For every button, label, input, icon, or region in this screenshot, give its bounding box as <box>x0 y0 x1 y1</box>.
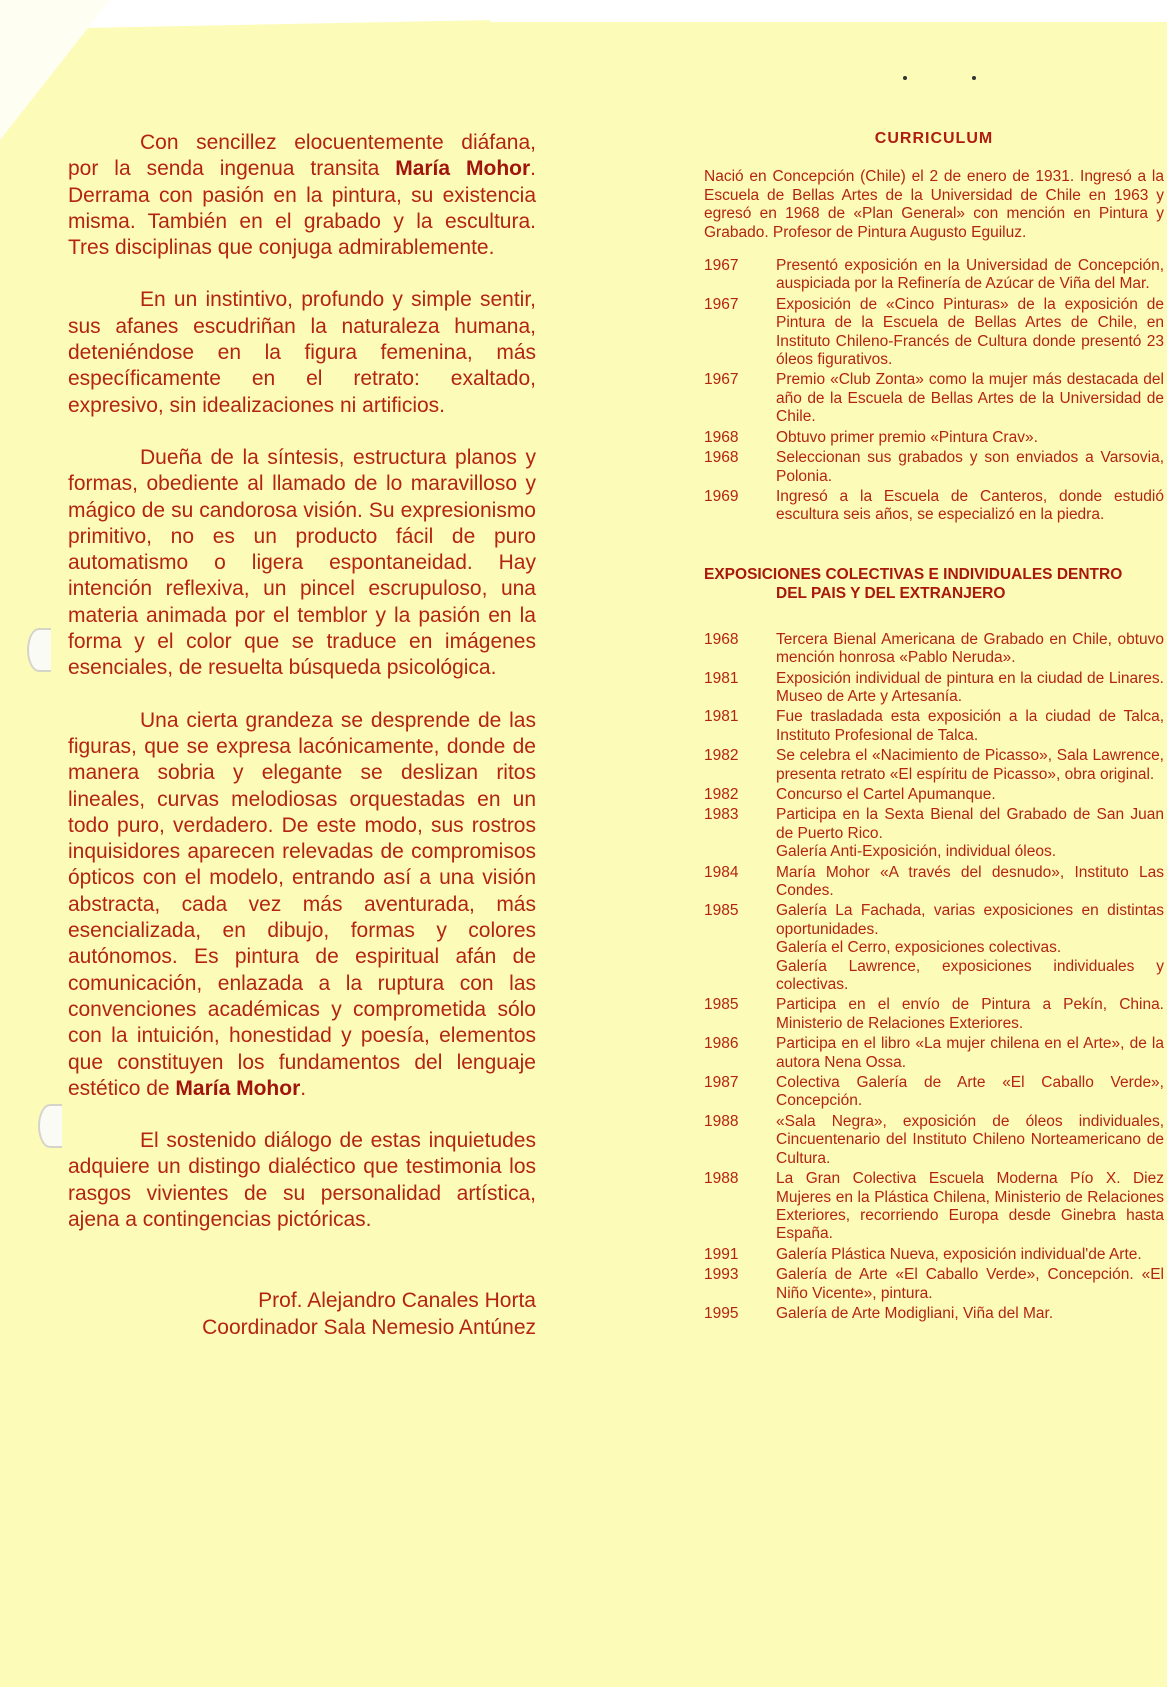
entry-line: Premio «Club Zonta» como la mujer más destacada del año de la Escuela de Bellas Artes de la Universidad de Chile. <box>776 371 1164 426</box>
timeline-entry <box>704 449 1164 486</box>
entry-year: 1982 <box>704 747 739 765</box>
curriculum-entries <box>704 257 1164 525</box>
entry-line: Galería Lawrence, exposiciones individuales y colectivas. <box>776 957 1164 994</box>
entry-line: Exposición individual de pintura en la ciudad de Linares. Museo de Arte y Artesanía. <box>776 669 1164 705</box>
entry-description <box>776 1170 1164 1244</box>
entry-line: Colectiva Galería de Arte «El Caballo Verde», Concepción. <box>776 1074 1164 1110</box>
entry-description <box>776 786 1164 804</box>
entry-year: 1968 <box>704 449 739 467</box>
entry-line: Ingresó a la Escuela de Canteros, donde estudió escultura seis años, se especializó en la piedra. <box>776 487 1164 524</box>
entry-description <box>776 1266 1164 1303</box>
entry-description <box>776 449 1164 486</box>
timeline-entry <box>704 996 1164 1033</box>
paragraph-text: . <box>300 1076 307 1100</box>
entry-line: Presentó exposición en la Universidad de Concepción, auspiciada por la Refinería de Azúcar de Viña del Mar. <box>776 257 1164 293</box>
paragraph-text: Con sencillez elocuentemente diáfana, por la senda ingenua transita <box>68 131 536 181</box>
entry-description <box>776 1074 1164 1111</box>
timeline-entry <box>704 1074 1164 1111</box>
entry-year: 1968 <box>704 428 739 446</box>
timeline-entry <box>704 296 1164 370</box>
paragraph-text: Dueña de la síntesis, estructura planos y formas, obediente al llamado de lo maravilloso y mágico de su candorosa visión. Su expresionismo primitivo, no es un producto fácil de puro automatismo o ligera espontaneidad. Hay intención reflexiva, un pincel escrupuloso, una materia animada por el temblor y la pasión en la forma y el color que se traduce en imágenes esenciales, de resuelta búsqueda psicológica. <box>68 445 536 680</box>
signature-block <box>68 1287 536 1341</box>
entry-description <box>776 257 1164 294</box>
entry-line: Seleccionan sus grabados y son enviados a Varsovia, Polonia. <box>776 449 1164 485</box>
entry-year: 1967 <box>704 257 739 275</box>
timeline-entry <box>704 747 1164 784</box>
entry-line: Galería Anti-Exposición, individual óleos. <box>776 843 1057 861</box>
artist-name: María Mohor <box>175 1076 301 1100</box>
timeline-entry <box>704 371 1164 426</box>
background-strip <box>490 0 1167 22</box>
entry-description <box>776 806 1164 861</box>
timeline-entry <box>704 257 1164 294</box>
signature-title: Coordinador Sala Nemesio Antúnez <box>202 1316 536 1340</box>
curriculum-column <box>704 130 1164 1325</box>
entry-line: Se celebra el «Nacimiento de Picasso», Sala Lawrence, presenta retrato «El espíritu de Picasso», obra original. <box>776 747 1164 783</box>
paragraph-text: Una cierta grandeza se desprende de las figuras, que se expresa lacónicamente, donde de manera sobria y elegante se deslizan ritos lineales, curvas melodiosas orquestadas en un todo puro, verdadero. De este modo, sus rostros inquisidores aparecen relevadas de compromisos ópticos con el modelo, entrando así a una visión abstracta, cada vez más aventurada, más esencializada, en dibujo, formas y colores autónomos. Es pintura de espiritual afán de comunicación, enlazada a la ruptura con las convenciones académicas y comprometida sólo con la intuición, honestidad y poesía, elementos que constituyen los fundamentos del lenguaje estético de <box>68 708 536 1100</box>
artist-name: María Mohor <box>395 157 531 181</box>
speck-mark <box>903 76 907 80</box>
timeline-entry <box>704 806 1164 861</box>
timeline-entry <box>704 670 1164 707</box>
entry-description <box>776 902 1164 994</box>
entry-year: 1967 <box>704 295 739 313</box>
entry-year: 1983 <box>704 806 739 824</box>
punch-hole-bottom <box>38 1104 62 1148</box>
curriculum-intro: Nació en Concepción (Chile) el 2 de enero de 1931. Ingresó a la Escuela de Bellas Artes de la Universidad de Chile en 1963 y egresó en 1968 de «Plan General» con mención en Pintura y Grabado. Profesor de Pintura Augusto Eguiluz. <box>704 168 1164 241</box>
entry-description <box>776 996 1164 1033</box>
speck-mark <box>972 76 976 80</box>
essay-paragraphs <box>68 130 536 1233</box>
folded-corner <box>0 0 110 140</box>
exhibitions-heading-line2: DEL PAIS Y DEL EXTRANJERO <box>776 584 1006 602</box>
entry-line: Participa en la Sexta Bienal del Grabado de San Juan de Puerto Rico. <box>776 806 1164 842</box>
entry-description <box>776 1305 1164 1323</box>
timeline-entry <box>704 1305 1164 1323</box>
paragraph-text: . Derrama con pasión en la pintura, su existencia misma. También en el grabado y la escultura. Tres disciplinas que conjuga admirablemente. <box>68 157 536 260</box>
essay-paragraph <box>68 708 536 1102</box>
essay-paragraph <box>68 1128 536 1233</box>
timeline-entry <box>704 1113 1164 1168</box>
timeline-entry <box>704 1170 1164 1244</box>
essay-column <box>68 130 536 1341</box>
entry-line: Obtuvo primer premio «Pintura Crav». <box>776 428 1038 446</box>
paragraph-text: En un instintivo, profundo y simple sentir, sus afanes escudriñan la naturaleza humana, deteniéndose en la figura femenina, más específicamente en el retrato: exaltado, expresivo, sin idealizaciones ni artificios. <box>68 288 536 417</box>
entry-year: 1967 <box>704 371 739 389</box>
punch-hole-top <box>27 628 51 672</box>
entry-year: 1991 <box>704 1245 739 1263</box>
timeline-entry <box>704 631 1164 668</box>
entry-year: 1987 <box>704 1074 739 1092</box>
timeline-entry <box>704 488 1164 525</box>
entry-description <box>776 371 1164 426</box>
essay-paragraph <box>68 287 536 418</box>
entry-year: 1988 <box>704 1112 739 1130</box>
timeline-entry <box>704 902 1164 994</box>
timeline-entry <box>704 786 1164 804</box>
entry-line: Galería de Arte Modigliani, Viña del Mar. <box>776 1304 1054 1322</box>
entry-description <box>776 708 1164 745</box>
exhibitions-heading-line1: EXPOSICIONES COLECTIVAS E INDIVIDUALES DENTRO <box>704 565 1123 583</box>
entry-line: Galería La Fachada, varias exposiciones en distintas oportunidades. <box>776 902 1164 938</box>
entry-line: Participa en el envío de Pintura a Pekín, China. Ministerio de Relaciones Exteriores. <box>776 996 1164 1032</box>
entry-year: 1982 <box>704 785 739 803</box>
exhibition-entries <box>704 631 1164 1324</box>
entry-description <box>776 670 1164 707</box>
entry-year: 1993 <box>704 1266 739 1284</box>
entry-description <box>776 1035 1164 1072</box>
entry-year: 1969 <box>704 487 739 505</box>
entry-line: Participa en el libro «La mujer chilena en el Arte», de la autora Nena Ossa. <box>776 1035 1164 1071</box>
entry-line: Exposición de «Cinco Pinturas» de la exposición de Pintura de la Escuela de Bellas Artes de Chile, en Instituto Chileno-Francés de Cultura donde presentó 23 óleos figurativos. <box>776 295 1164 369</box>
entry-line: Galería Plástica Nueva, exposición individual'de Arte. <box>776 1245 1142 1263</box>
entry-line: Concurso el Cartel Apumanque. <box>776 785 996 803</box>
timeline-entry <box>704 1246 1164 1264</box>
entry-year: 1968 <box>704 630 739 648</box>
entry-line: Galería el Cerro, exposiciones colectivas. <box>776 939 1062 957</box>
curriculum-heading: CURRICULUM <box>874 130 994 147</box>
entry-description <box>776 488 1164 525</box>
entry-description <box>776 429 1164 447</box>
entry-year: 1981 <box>704 669 739 687</box>
entry-description <box>776 631 1164 668</box>
entry-description <box>776 1246 1164 1264</box>
entry-description <box>776 1113 1164 1168</box>
entry-year: 1995 <box>704 1304 739 1322</box>
entry-description <box>776 747 1164 784</box>
entry-line: «Sala Negra», exposición de óleos individuales, Cincuentenario del Instituto Chileno Norteamericano de Cultura. <box>776 1112 1164 1167</box>
entry-line: Fue trasladada esta exposición a la ciudad de Talca, Instituto Profesional de Talca. <box>776 708 1164 744</box>
timeline-entry <box>704 1035 1164 1072</box>
timeline-entry <box>704 864 1164 901</box>
entry-year: 1984 <box>704 863 739 881</box>
entry-year: 1986 <box>704 1035 739 1053</box>
timeline-entry <box>704 708 1164 745</box>
essay-paragraph <box>68 445 536 682</box>
entry-description <box>776 296 1164 370</box>
exhibitions-heading <box>704 565 1164 603</box>
entry-line: María Mohor «A través del desnudo», Instituto Las Condes. <box>776 863 1164 899</box>
entry-description <box>776 864 1164 901</box>
essay-paragraph <box>68 130 536 261</box>
timeline-entry <box>704 429 1164 447</box>
timeline-entry <box>704 1266 1164 1303</box>
entry-year: 1988 <box>704 1170 739 1188</box>
entry-line: La Gran Colectiva Escuela Moderna Pío X. Diez Mujeres en la Plástica Chilena, Ministerio de Relaciones Exteriores, recorriendo Europa desde Ginebra hasta España. <box>776 1170 1164 1243</box>
paragraph-text: El sostenido diálogo de estas inquietudes adquiere un distingo dialéctico que testimonia los rasgos vivientes de su personalidad artística, ajena a contingencias pictóricas. <box>68 1129 536 1231</box>
entry-line: Tercera Bienal Americana de Grabado en Chile, obtuvo mención honrosa «Pablo Neruda». <box>776 630 1164 667</box>
entry-line: Galería de Arte «El Caballo Verde», Concepción. «El Niño Vicente», pintura. <box>776 1266 1164 1302</box>
signature-name: Prof. Alejandro Canales Horta <box>258 1289 536 1313</box>
entry-year: 1985 <box>704 996 739 1014</box>
entry-year: 1981 <box>704 708 739 726</box>
entry-year: 1985 <box>704 902 739 920</box>
